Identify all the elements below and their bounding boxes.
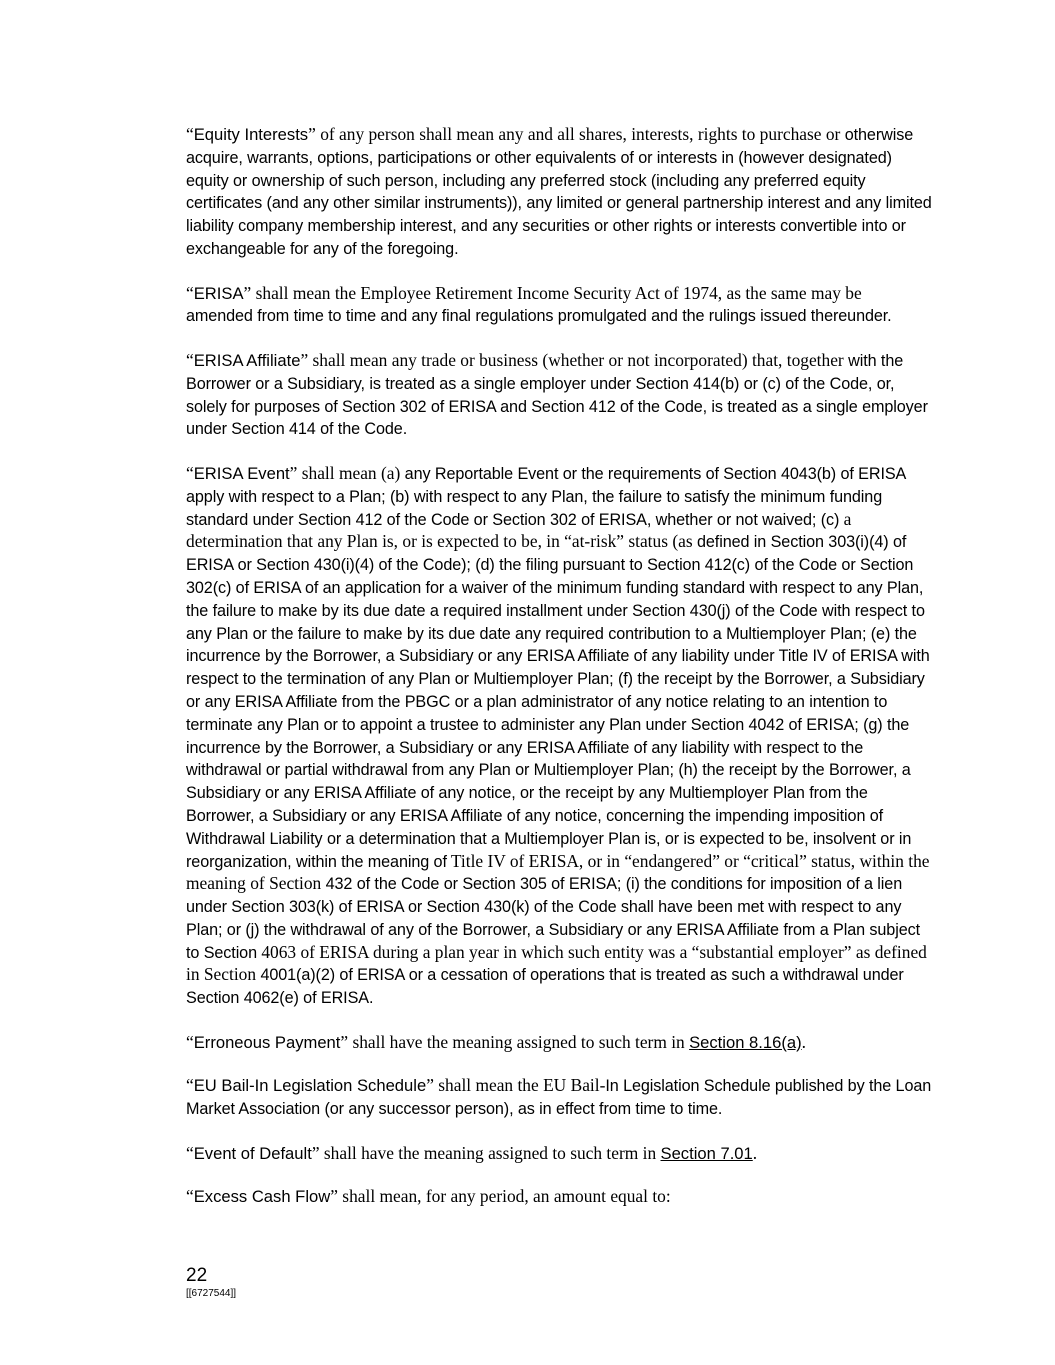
page-footer — [186, 1265, 236, 1301]
definition-lead: of any person shall mean any and all shares, interests, rights to purchase or — [315, 124, 841, 144]
defined-term: Event of Default — [193, 1143, 312, 1163]
close-quote: ” — [311, 1142, 320, 1163]
close-quote: ” — [426, 1075, 434, 1096]
open-quote: “ — [186, 1142, 194, 1163]
close-quote: ” — [243, 282, 252, 303]
definitions-section — [186, 124, 932, 1230]
definition-lead: shall mean any trade or business (whether or not incorporated) that, together — [308, 349, 844, 370]
definition-body: amended from time to time and any final regulations promulgated and the rulings issued thereunder. — [186, 307, 892, 326]
defined-term: ERISA Affiliate — [193, 350, 301, 370]
definition-body-serif: a determination that any Plan is, or is expected to be, in “at-risk” status (as — [186, 508, 852, 552]
close-quote: ” — [300, 349, 309, 370]
definition-eu-bail-in-legislation-schedule — [186, 1075, 932, 1121]
definition-body-continued: defined in Section 303(i)(4) of ERISA or Section 430(i)(4) of the Code); (d) the filing pursuant to Section 412(c) of the Code or Section 302(c) of ERISA of an application for a waiver of the minimum funding standard with respect to any Plan, the failure to make by its due date a required installment under Section 430(j) of the Code with respect to any Plan or the failure to make by its due date any required contribution to a Multiemployer Plan; (e) the incurrence by the Borrower, a Subsidiary or any ERISA Affiliate of any liability under Title IV of ERISA with respect to the termination of any Plan or Multiemployer Plan; (f) the receipt by the Borrower, a Subsidiary or any ERISA Affiliate from the PBGC or a plan administrator of any notice relating to an intention to terminate any Plan or to appoint a trustee to administer any Plan under Section 4042 of ERISA; (g) the incurrence by the Borrower, a Subsidiary or any ERISA Affiliate of any liability with respect to the withdrawal or partial withdrawal from any Plan or Multiemployer Plan; (h) the receipt by the Borrower, a Subsidiary or any ERISA Affiliate of any notice, or the receipt by any Multiemployer Plan from the Borrower, a Subsidiary or any ERISA Affiliate of any notice, concerning the impending imposition of Withdrawal Liability or a determination that a Multiemployer Plan is, or is expected to be, insolvent or in reorganization, within the meaning of — [186, 533, 930, 871]
definition-tail-serif: 4063 of ERISA during a plan year in which such entity was a “substantial employer” as defined in Section — [186, 941, 927, 985]
section-cross-reference-link[interactable]: Section 8.16(a) — [689, 1032, 802, 1052]
section-cross-reference-link[interactable]: Section 7.01 — [660, 1143, 753, 1163]
definition-erisa-event — [186, 463, 932, 1010]
defined-term: Equity Interests — [193, 125, 309, 144]
definition-equity-interests — [186, 124, 932, 261]
definition-body: otherwise acquire, warrants, options, participations or other equivalents of or interests in (however designated) equity or ownership of such person, including any preferred stock (including any preferred equity certificates (and any other similar instruments)), any limited or general partnership interest and any limited liability company membership interest, and any securities or other rights or interests convertible into or exchangeable for any of the foregoing. — [186, 126, 932, 258]
open-quote: “ — [186, 349, 194, 370]
definition-lead: shall mean (a) — [297, 462, 401, 483]
definition-body: any Reportable Event or the requirements of Section 4043(b) of ERISA apply with respect to a Plan; (b) with respect to any Plan, the failure to satisfy the minimum funding standard under Section 412 of the Code or Section 302 of ERISA, whether or not waived; (c) — [186, 464, 906, 529]
definition-body: In Legislation Schedule published by the Loan Market Association (or any successor person), as in effect from time to time. — [186, 1077, 932, 1119]
definition-erroneous-payment — [186, 1032, 932, 1054]
definition-lead: shall mean, for any period, an amount equal to: — [337, 1186, 671, 1207]
defined-term: Excess Cash Flow — [193, 1187, 331, 1207]
definition-body-continued-2: 432 of the Code or Section 305 of ERISA; (i) the conditions for imposition of a lien under Section 303(k) of ERISA or Section 430(k) of the Code shall have been met with respect to any Plan; or (j) the withdrawal of any of the Borrower, a Subsidiary or any ERISA Affiliate from a Plan subject to Section — [186, 875, 920, 962]
definition-event-of-default — [186, 1143, 932, 1165]
document-id: [[6727544]] — [186, 1288, 237, 1299]
definition-body-serif-2: Title IV of ERISA, or in “endangered” or “critical” status, within the meaning of Section — [186, 850, 930, 894]
open-quote: “ — [186, 462, 194, 483]
close-quote: ” — [340, 1031, 349, 1052]
definition-lead: shall have the meaning assigned to such term in — [348, 1031, 690, 1052]
page-number: 22 — [186, 1265, 208, 1286]
definition-lead: shall mean the EU Bail- — [433, 1075, 606, 1096]
open-quote: “ — [186, 1186, 194, 1207]
definition-erisa-affiliate — [186, 350, 932, 441]
definition-lead: shall mean the Employee Retirement Income Security Act of 1974, as the same may be — [251, 282, 862, 303]
open-quote: “ — [186, 1075, 194, 1096]
defined-term: Erroneous Payment — [193, 1032, 341, 1052]
definition-body: with the Borrower or a Subsidiary, is treated as a single employer under Section 414(b) or (c) of the Code, or, solely for purposes of Section 302 of ERISA and Section 412 of the Code, is treated as a single employer under Section 414 of the Code. — [186, 351, 928, 439]
definition-excess-cash-flow — [186, 1186, 932, 1208]
open-quote: “ — [186, 282, 194, 303]
open-quote: “ — [186, 124, 194, 144]
definition-end: . — [752, 1142, 758, 1163]
defined-term: ERISA — [193, 283, 244, 303]
definition-end: . — [801, 1031, 806, 1052]
close-quote: ” — [330, 1186, 338, 1207]
defined-term: ERISA Event — [193, 463, 290, 483]
definition-lead: shall have the meaning assigned to such term in — [319, 1142, 661, 1163]
definition-erisa — [186, 283, 932, 329]
definition-tail: 4001(a)(2) of ERISA or a cessation of operations that is treated as such a withdrawal under Section 4062(e) of ERISA. — [186, 966, 904, 1008]
defined-term: EU Bail-In Legislation Schedule — [193, 1076, 427, 1096]
close-quote: ” — [289, 462, 298, 483]
open-quote: “ — [186, 1031, 194, 1052]
close-quote: ” — [308, 124, 316, 144]
